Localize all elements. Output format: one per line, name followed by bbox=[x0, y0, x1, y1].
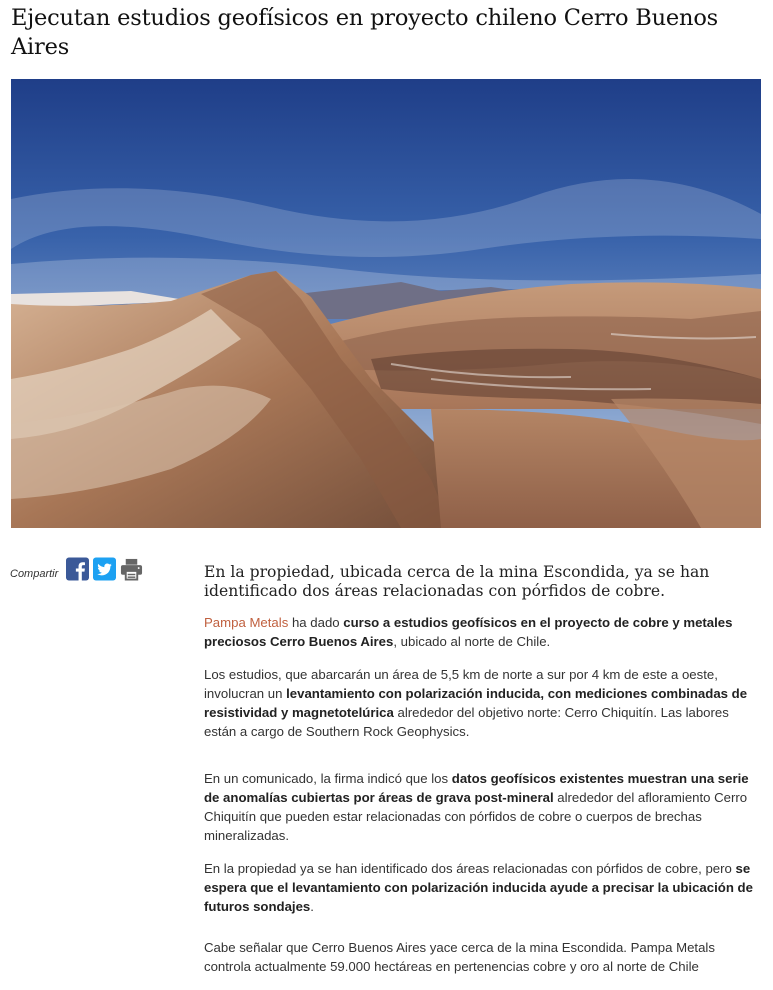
article-title: Ejecutan estudios geofísicos en proyecto chileno Cerro Buenos Aires bbox=[11, 5, 719, 60]
paragraph-text: , ubicado al norte de Chile. bbox=[393, 634, 551, 649]
facebook-icon[interactable] bbox=[66, 557, 89, 581]
paragraph-5 bbox=[204, 938, 759, 976]
paragraph-text: alrededor del afloramiento Cerro Chiquitín que pueden estar relacionadas con pórfidos de cobre o cuerpos de brechas mineralizadas. bbox=[204, 790, 748, 843]
article-lead: En la propiedad, ubicada cerca de la mina Escondida, ya se han identificado dos áreas relacionadas con pórfidos de cobre. bbox=[204, 563, 710, 600]
twitter-icon[interactable] bbox=[93, 557, 116, 581]
company-link[interactable]: Pampa Metals bbox=[204, 615, 289, 630]
share-bar bbox=[10, 554, 143, 584]
paragraph-text: Los estudios, que abarcarán un área de 5,5 km de norte a sur por 4 km de este a oeste, involucran un bbox=[204, 667, 718, 701]
paragraph-text: alrededor del objetivo norte: Cerro Chiquitín. Las labores están a cargo de Southern Rock Geophysics. bbox=[204, 705, 729, 739]
paragraph-bold: curso a estudios geofísicos en el proyecto de cobre y metales preciosos Cerro Buenos Aires bbox=[204, 615, 733, 649]
print-icon[interactable] bbox=[120, 557, 143, 581]
share-label: Compartir bbox=[10, 568, 59, 580]
hero-image bbox=[11, 79, 761, 528]
paragraph-text: Cabe señalar que Cerro Buenos Aires yace cerca de la mina Escondida. Pampa Metals controla actualmente 59.000 hectáreas en pertenencias cobre y oro al norte de Chile bbox=[204, 940, 715, 974]
paragraph-4 bbox=[204, 859, 759, 916]
paragraph-text: . bbox=[310, 899, 314, 914]
paragraph-3 bbox=[204, 769, 759, 845]
paragraph-2 bbox=[204, 665, 759, 741]
paragraph-bold: se espera que el levantamiento con polarización inducida ayude a precisar la ubicación de futuros sondajes bbox=[204, 861, 753, 914]
paragraph-1 bbox=[204, 613, 759, 651]
paragraph-bold: levantamiento con polarización inducida, con mediciones combinadas de resistividad y magnetotelúrica bbox=[204, 686, 748, 720]
paragraph-text: En un comunicado, la firma indicó que los bbox=[204, 771, 452, 786]
article-body bbox=[204, 613, 759, 990]
paragraph-text: En la propiedad ya se han identificado dos áreas relacionadas con pórfidos de cobre, pero bbox=[204, 861, 736, 876]
paragraph-bold: datos geofísicos existentes muestran una serie de anomalías cubiertas por áreas de grava post-mineral bbox=[204, 771, 749, 805]
paragraph-text: ha dado bbox=[288, 615, 344, 630]
